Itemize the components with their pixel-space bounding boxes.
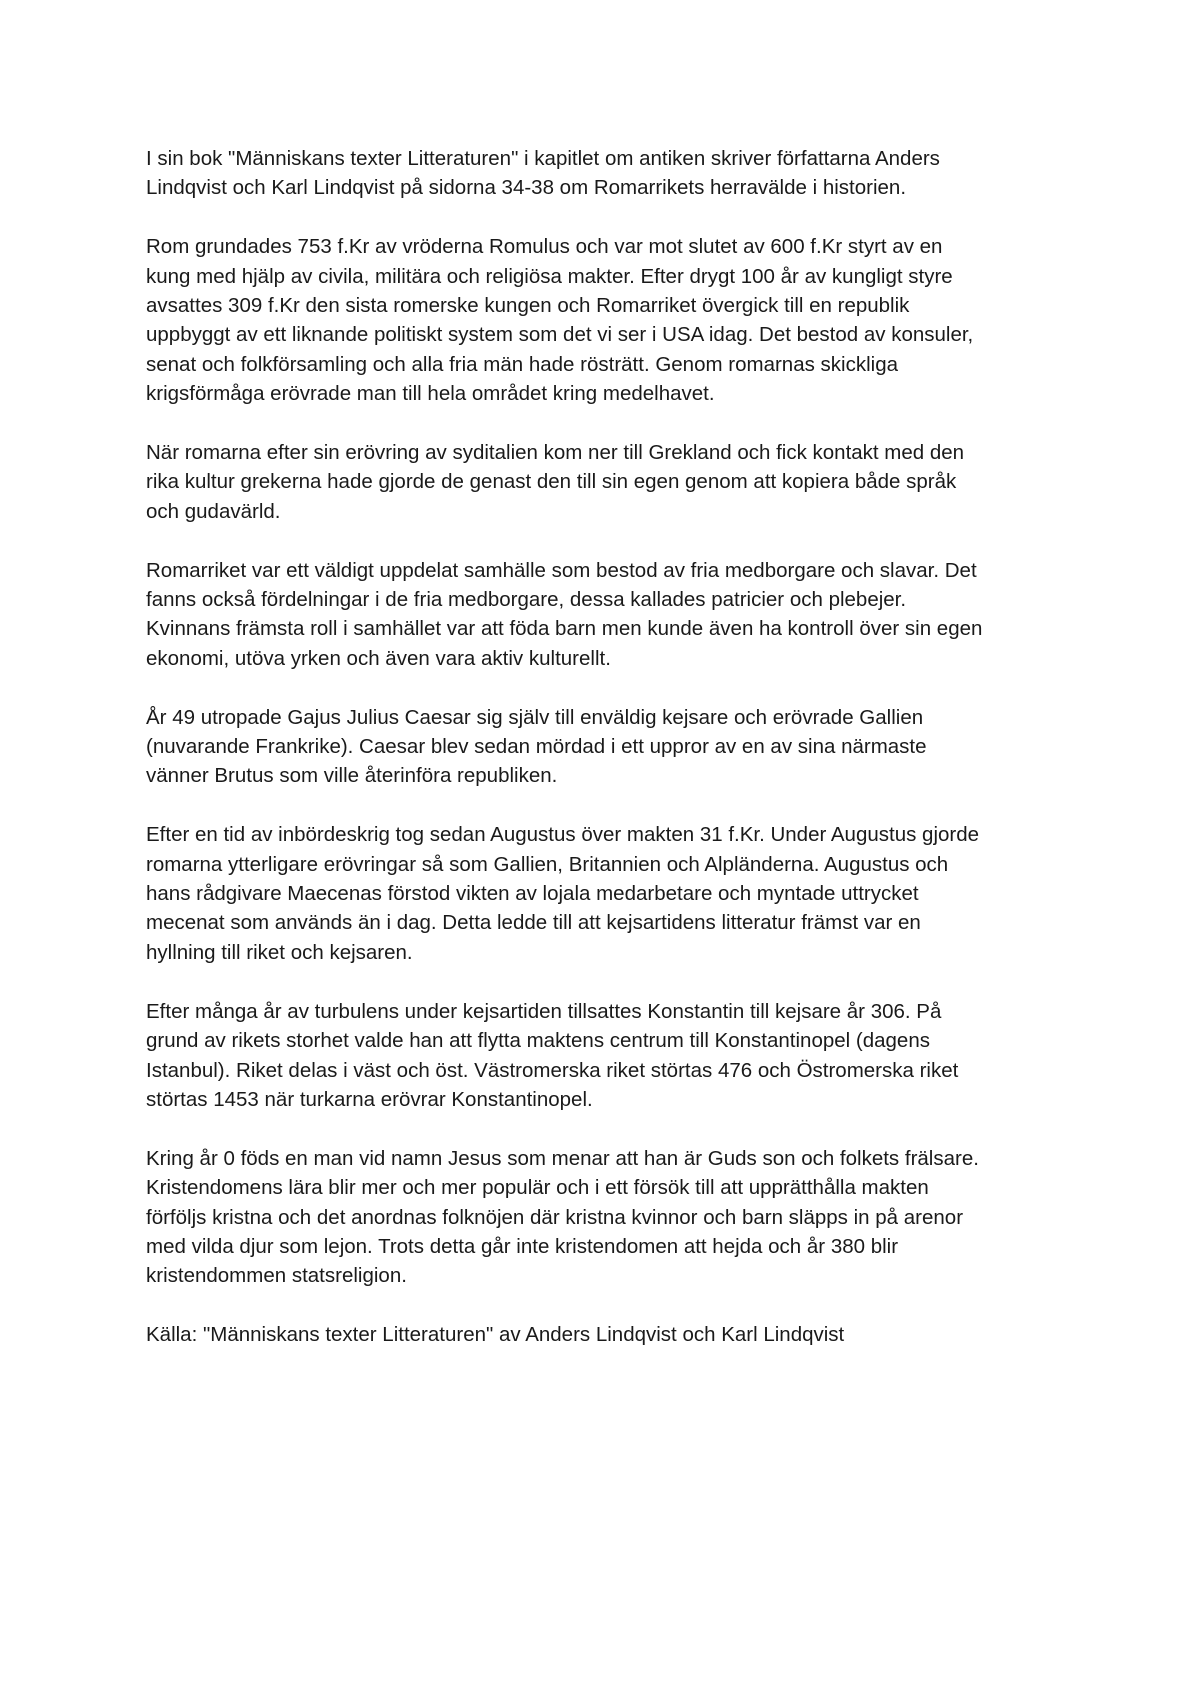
paragraph-founding: Rom grundades 753 f.Kr av vröderna Romulus och var mot slutet av 600 f.Kr styrt av en kung med hjälp av civila, militära och religiösa makter. Efter drygt 100 år av kungligt styre avsattes 309 f.Kr den sista romerske kungen och Romarriket övergick till en republik uppbyggt av ett liknande politiskt system som det vi ser i USA idag. Det bestod av konsuler, senat och folkförsamling och alla fria män hade rösträtt. Genom romarnas skickliga krigsförmåga erövrade man till hela området kring medelhavet. [146,235,974,406]
paragraph-society: Romarriket var ett väldigt uppdelat samhälle som bestod av fria medborgare och slavar. Det fanns också fördelningar i de fria medborgare, dessa kallades patricier och plebejer. Kvinnans främsta roll i samhället var att föda barn men kunde även ha kontroll över sin egen ekonomi, utöva yrken och även vara aktiv kulturellt. [146,558,983,670]
paragraph-caesar: År 49 utropade Gajus Julius Caesar sig själv till enväldig kejsare och erövrade Gallien (nuvarande Frankrike). Caesar blev sedan mördad i ett uppror av en av sina närmaste vänner Brutus som ville återinföra republiken. [146,705,927,788]
paragraph-source: Källa: "Människans texter Litteraturen" av Anders Lindqvist och Karl Lindqvist [146,1323,845,1347]
paragraph-intro: I sin bok "Människans texter Litteraturen" i kapitlet om antiken skriver författarna Anders Lindqvist och Karl Lindqvist på sidorna 34-38 om Romarrikets herravälde i historien. [146,147,940,200]
paragraph-greece: När romarna efter sin erövring av syditalien kom ner till Grekland och fick kontakt med den rika kultur grekerna hade gjorde de genast den till sin egen genom att kopiera både språk och gudavärld. [146,441,965,523]
paragraph-constantine: Efter många år av turbulens under kejsartiden tillsattes Konstantin till kejsare år 306. På grund av rikets storhet valde han att flytta maktens centrum till Konstantinopel (dagens Istanbul). Riket delas i väst och öst. Västromerska riket störtas 476 och Östromerska riket störtas 1453 när turkarna erövrar Konstantinopel. [146,999,959,1111]
paragraph-christianity: Kring år 0 föds en man vid namn Jesus som menar att han är Guds son och folkets frälsare. Kristendomens lära blir mer och mer populär och i ett försök till att upprätthålla makten förföljs kristna och det anordnas folknöjen där kristna kvinnor och barn släpps in på arenor med vilda djur som lejon. Trots detta går inte kristendomen att hejda och år 380 blir kristendommen statsreligion. [146,1146,979,1288]
paragraph-augustus: Efter en tid av inbördeskrig tog sedan Augustus över makten 31 f.Kr. Under Augustus gjorde romarna ytterligare erövringar så som Gallien, Britannien och Alpländerna. Augustus och hans rådgivare Maecenas förstod vikten av lojala medarbetare och myntade uttrycket mecenat som används än i dag. Detta ledde till att kejsartidens litteratur främst var en hyllning till riket och kejsaren. [146,823,980,964]
document-body [146,144,1071,1379]
